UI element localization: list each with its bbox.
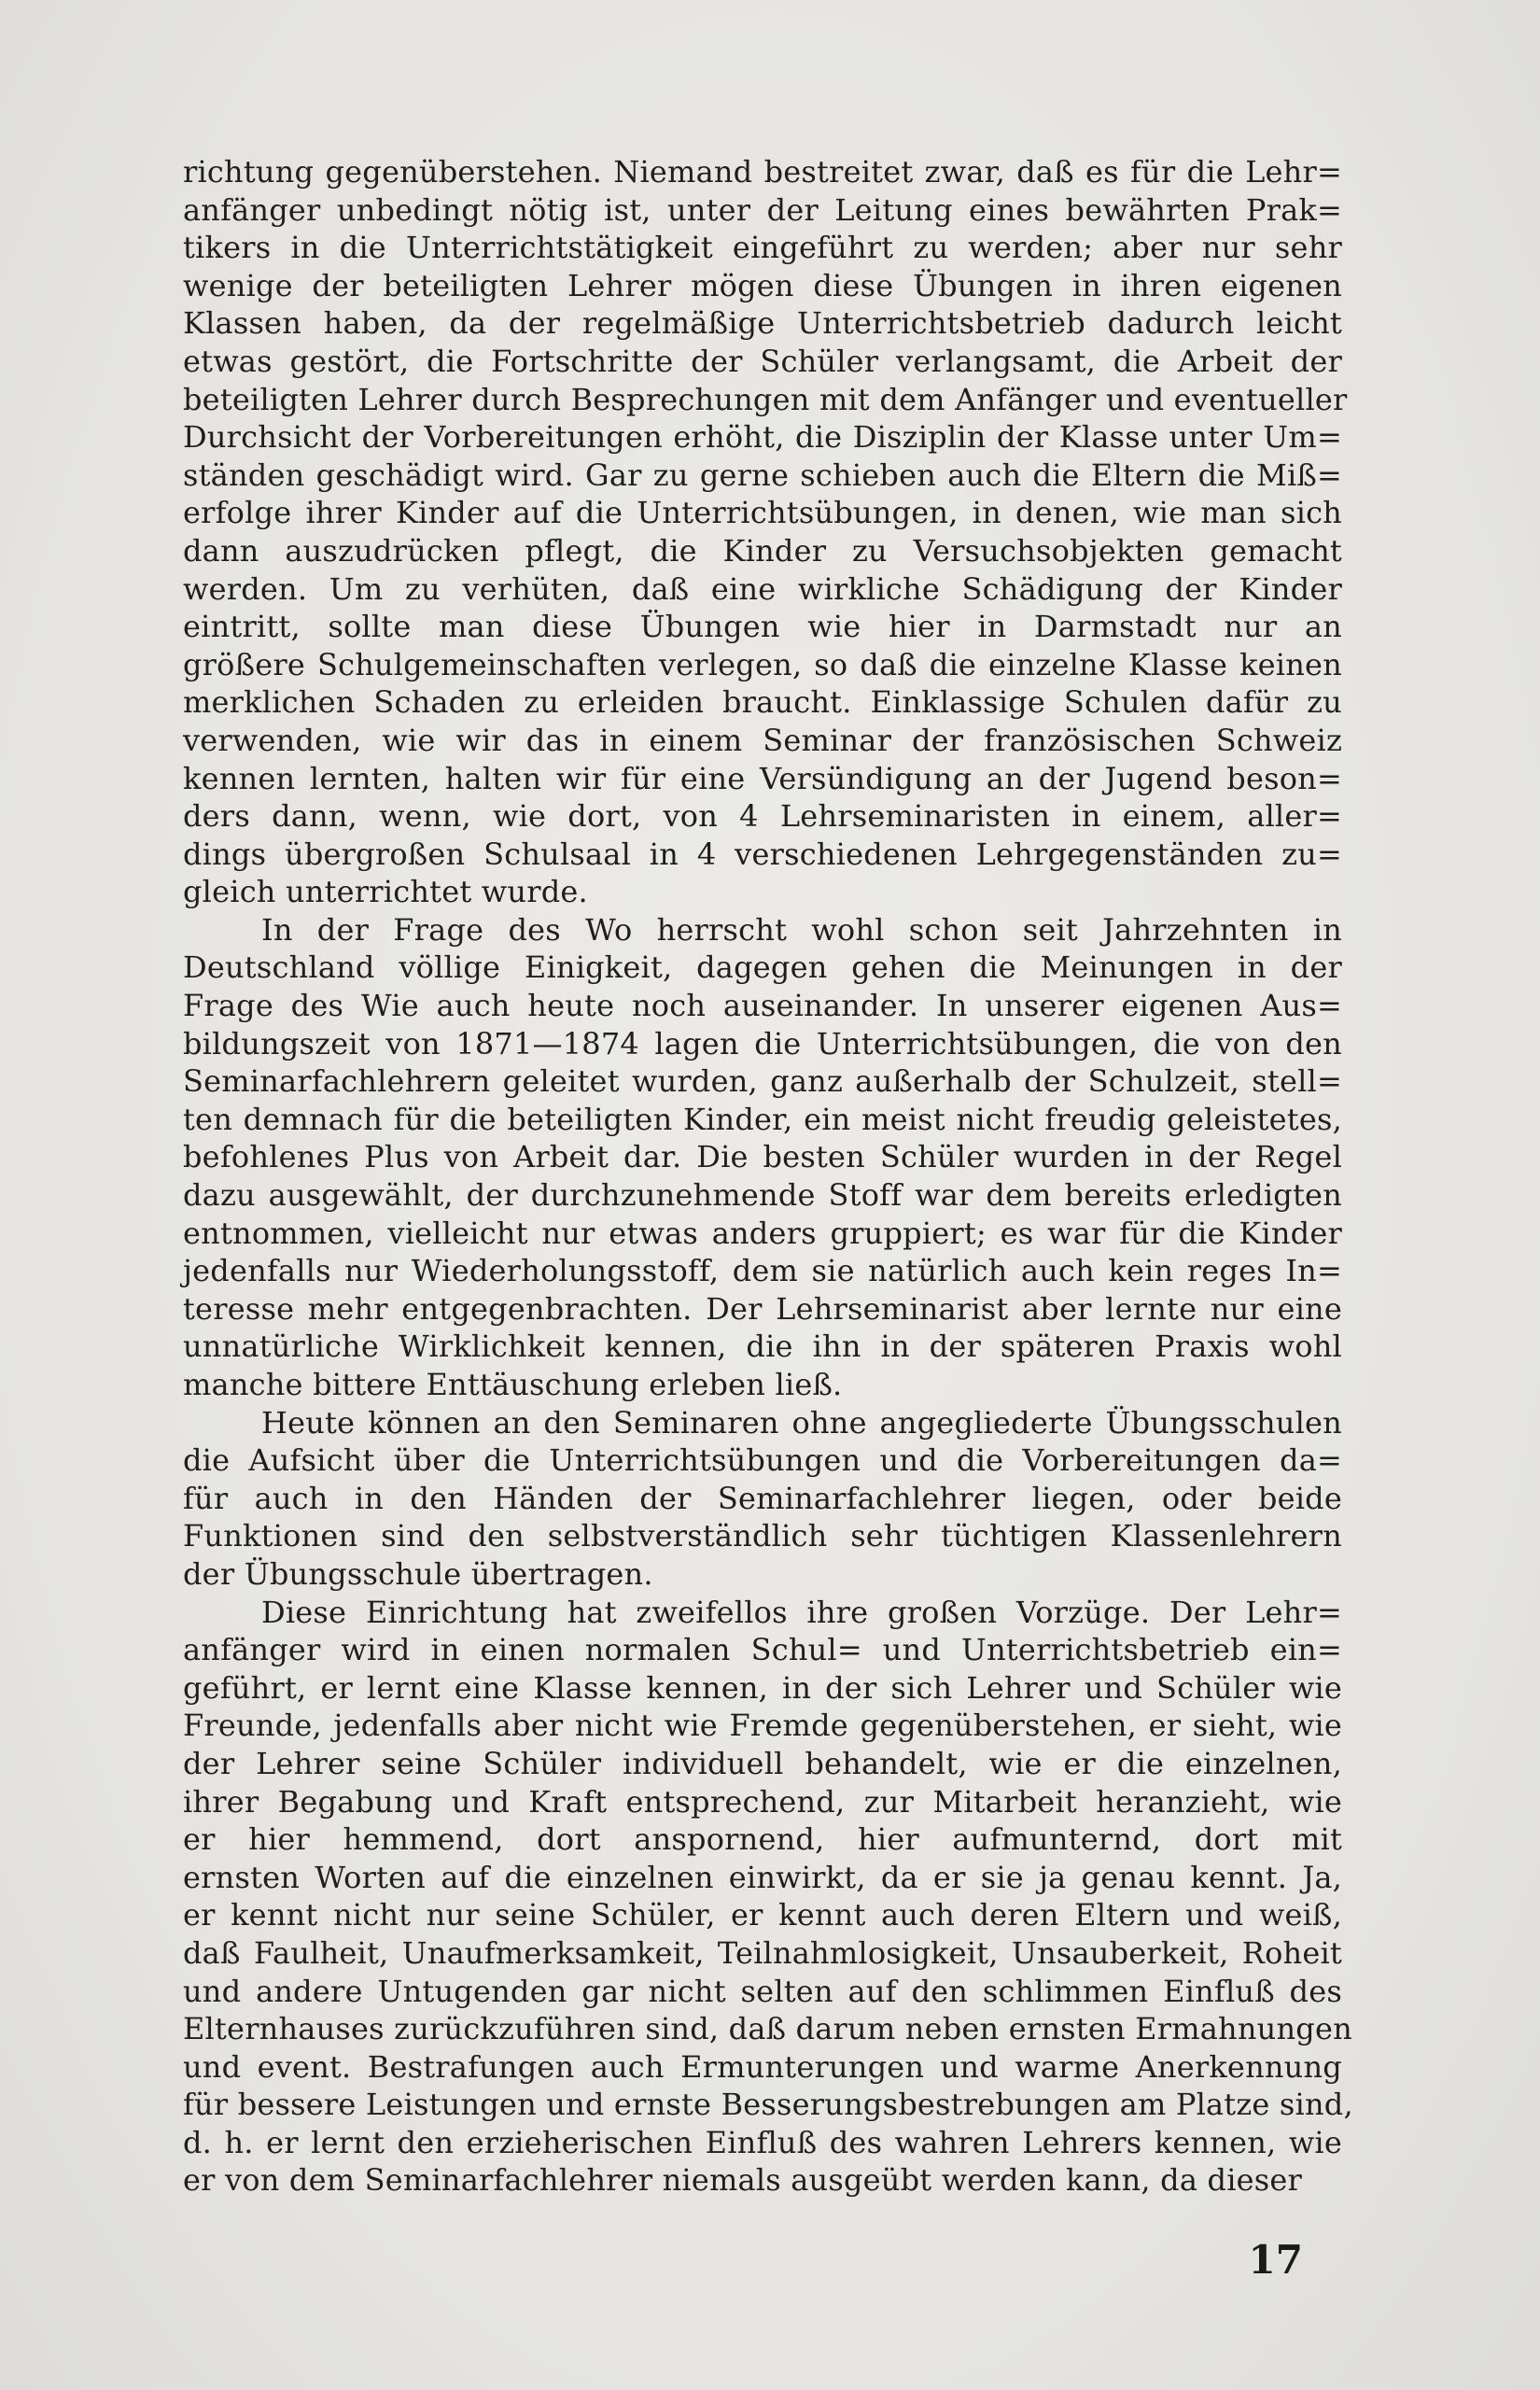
text-line: und andere Untugenden gar nicht selten auf den schlimmen Einfluß des	[183, 1973, 1342, 2009]
text-line: beteiligten Lehrer durch Besprechungen mit dem Anfänger und eventueller	[183, 381, 1348, 417]
body-text	[183, 153, 1353, 2200]
text-line: richtung gegenüberstehen. Niemand bestreitet zwar, daß es für die Lehr=	[183, 154, 1342, 190]
text-line: etwas gestört, die Fortschritte der Schüler verlangsamt, die Arbeit der	[183, 343, 1342, 379]
text-line: d. h. er lernt den erzieherischen Einfluß des wahren Lehrers kennen, wie	[183, 2124, 1342, 2160]
text-line: geführt, er lernt eine Klasse kennen, in der sich Lehrer und Schüler wie	[183, 1669, 1342, 1706]
text-line: für bessere Leistungen und ernste Besserungsbestrebungen am Platze sind,	[183, 2087, 1353, 2123]
text-line: Frage des Wie auch heute noch auseinander. In unserer eigenen Aus=	[183, 988, 1342, 1024]
text-line: Deutschland völlige Einigkeit, dagegen gehen die Meinungen in der	[183, 949, 1342, 986]
text-line: dann auszudrücken pflegt, die Kinder zu Versuchsobjekten gemacht	[183, 532, 1342, 569]
text-line: ders dann, wenn, wie dort, von 4 Lehrseminaristen in einem, aller=	[183, 798, 1342, 835]
text-line: unnatürliche Wirklichkeit kennen, die ihn in der späteren Praxis wohl	[183, 1329, 1342, 1365]
text-line: dings übergroßen Schulsaal in 4 verschiedenen Lehrgegenständen zu=	[183, 836, 1342, 872]
text-line: und event. Bestrafungen auch Ermunterungen und warme Anerkennung	[183, 2048, 1342, 2085]
text-line: Diese Einrichtung hat zweifellos ihre großen Vorzüge. Der Lehr=	[261, 1594, 1342, 1630]
text-line: manche bittere Enttäuschung erleben ließ.	[183, 1367, 843, 1402]
text-line: Seminarfachlehrern geleitet wurden, ganz außerhalb der Schulzeit, stell=	[183, 1063, 1342, 1100]
text-line: Funktionen sind den selbstverständlich sehr tüchtigen Klassenlehrern	[183, 1518, 1342, 1554]
text-line: ernsten Worten auf die einzelnen einwirkt, da er sie ja genau kennt. Ja,	[183, 1859, 1342, 1895]
text-line: er von dem Seminarfachlehrer niemals ausgeübt werden kann, da dieser	[183, 2162, 1303, 2199]
text-line: wenige der beteiligten Lehrer mögen diese Übungen in ihren eigenen	[183, 267, 1342, 303]
text-line: ten demnach für die beteiligten Kinder, ein meist nicht freudig geleistetes,	[183, 1101, 1342, 1137]
text-line: der Übungsschule übertragen.	[183, 1555, 653, 1592]
text-line: er hier hemmend, dort anspornend, hier aufmunternd, dort mit	[183, 1821, 1342, 1858]
text-line: werden. Um zu verhüten, daß eine wirkliche Schädigung der Kinder	[183, 570, 1342, 607]
text-line: Heute können an den Seminaren ohne angegliederte Übungsschulen	[261, 1404, 1342, 1441]
text-line: dazu ausgewählt, der durchzunehmende Stoff war dem bereits erledigten	[183, 1177, 1342, 1214]
text-line: eintritt, sollte man diese Übungen wie hier in Darmstadt nur an	[183, 609, 1342, 645]
text-line: entnommen, vielleicht nur etwas anders gruppiert; es war für die Kinder	[183, 1215, 1342, 1251]
text-line: für auch in den Händen der Seminarfachlehrer liegen, oder beide	[183, 1480, 1342, 1516]
text-line: anfänger unbedingt nötig ist, unter der Leitung eines bewährten Prak=	[183, 191, 1342, 228]
text-line: Freunde, jedenfalls aber nicht wie Fremde gegenüberstehen, er sieht, wie	[183, 1708, 1342, 1744]
text-line: befohlenes Plus von Arbeit dar. Die besten Schüler wurden in der Regel	[183, 1139, 1342, 1175]
text-line: Klassen haben, da der regelmäßige Unterrichtsbetrieb dadurch leicht	[183, 305, 1342, 342]
text-line: In der Frage des Wo herrscht wohl schon seit Jahrzehnten in	[261, 911, 1342, 948]
text-line: merklichen Schaden zu erleiden braucht. Einklassige Schulen dafür zu	[183, 684, 1342, 721]
text-line: Elternhauses zurückzuführen sind, daß darum neben ernsten Ermahnungen	[183, 2011, 1352, 2047]
text-line: gleich unterrichtet wurde.	[183, 874, 588, 910]
text-line: die Aufsicht über die Unterrichtsübungen und die Vorbereitungen da=	[183, 1442, 1342, 1479]
text-line: ihrer Begabung und Kraft entsprechend, zur Mitarbeit heranzieht, wie	[183, 1783, 1342, 1820]
text-line: anfänger wird in einen normalen Schul= und Unterrichtsbetrieb ein=	[183, 1632, 1342, 1668]
text-line: bildungszeit von 1871—1874 lagen die Unterrichtsübungen, die von den	[183, 1025, 1342, 1061]
text-line: tikers in die Unterrichtstätigkeit eingeführt zu werden; aber nur sehr	[183, 230, 1342, 266]
text-line: er kennt nicht nur seine Schüler, er kennt auch deren Eltern und weiß,	[183, 1897, 1342, 1933]
page-number: 17	[1248, 2237, 1303, 2283]
text-line: teresse mehr entgegenbrachten. Der Lehrseminarist aber lernte nur eine	[183, 1290, 1342, 1327]
text-line: verwenden, wie wir das in einem Seminar der französischen Schweiz	[183, 722, 1342, 758]
text-line: jedenfalls nur Wiederholungsstoff, dem sie natürlich auch kein reges In=	[183, 1253, 1342, 1289]
text-line: erfolge ihrer Kinder auf die Unterrichtsübungen, in denen, wie man sich	[183, 495, 1342, 531]
text-line: größere Schulgemeinschaften verlegen, so daß die einzelne Klasse keinen	[183, 646, 1342, 682]
text-line: daß Faulheit, Unaufmerksamkeit, Teilnahmlosigkeit, Unsauberkeit, Roheit	[183, 1934, 1342, 1971]
text-line: Durchsicht der Vorbereitungen erhöht, die Disziplin der Klasse unter Um=	[183, 419, 1342, 456]
text-line: ständen geschädigt wird. Gar zu gerne schieben auch die Eltern die Miß=	[183, 457, 1342, 493]
text-line: kennen lernten, halten wir für eine Versündigung an der Jugend beson=	[183, 760, 1342, 796]
text-line: der Lehrer seine Schüler individuell behandelt, wie er die einzelnen,	[183, 1745, 1342, 1781]
